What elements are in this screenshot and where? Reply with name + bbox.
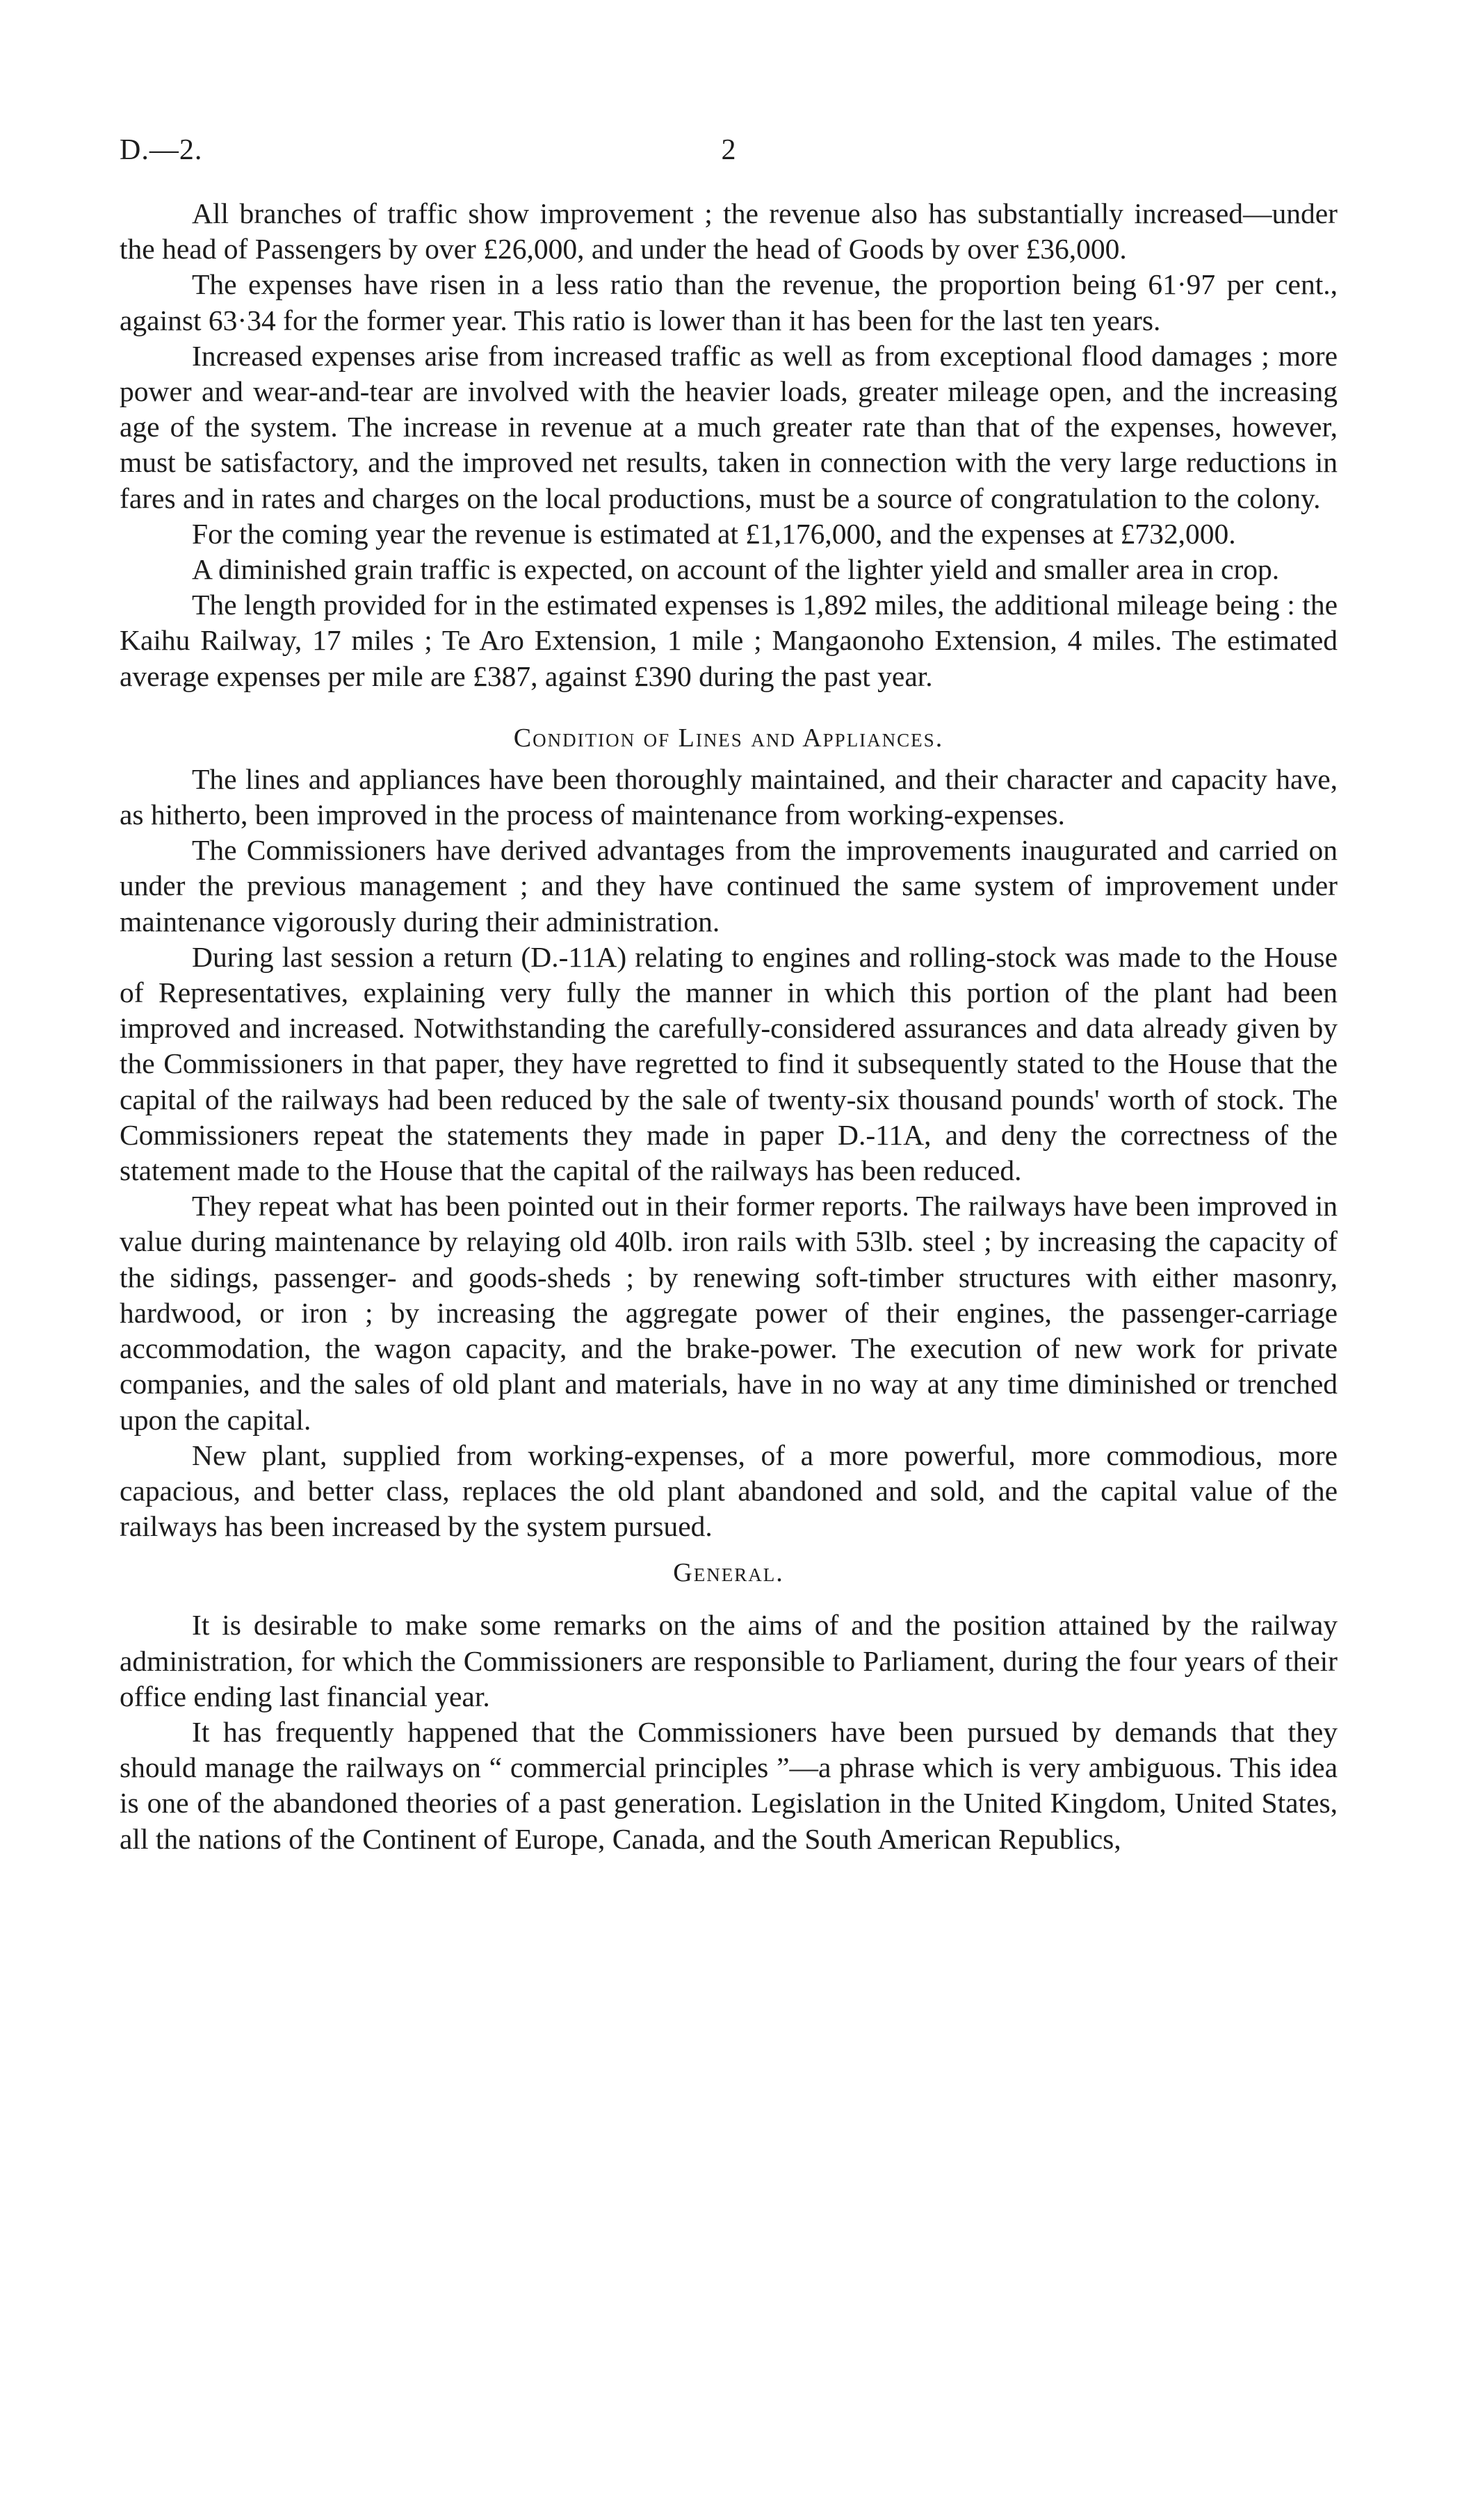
paragraph: They repeat what has been pointed out in their former reports. The railways have been improved in value during maintenance by relaying old 40lb. iron rails with 53lb. steel ; by increasing the capacity of the sidings, passenger- and goods-sheds ; by renewing soft-timber structures with either masonry, hardwood, or iron ; by increasing the aggregate power of their engines, the passenger-carriage accommodation, the wagon capacity, and the brake-power. The execution of new work for private companies, and the sales of old plant and materials, have in no way at any time diminished or trenched upon the capital.: [120, 1190, 1338, 1436]
paragraph: The length provided for in the estimated expenses is 1,892 miles, the additional mileage being : the Kaihu Railway, 17 miles ; Te Aro Extension, 1 mile ; Mangaonoho Extension, 4 miles. The estimated average expenses per mile are £387, against £390 during the past year.: [120, 589, 1338, 692]
page-number: 2: [721, 134, 736, 166]
section-heading-condition: Condition of Lines and Appliances.: [513, 723, 944, 753]
paragraph: For the coming year the revenue is estimated at £1,176,000, and the expenses at £732,000.: [192, 517, 1236, 550]
paragraph: Increased expenses arise from increased traffic as well as from exceptional flood damages ; more power and wear-and-tear are involved with the heavier loads, greater mileage open, and the increasing age of the system. The increase in revenue at a much greater rate than that of the expenses, however, must be satisfactory, and the improved net results, taken in connection with the very large reductions in fares and in rates and charges on the local productions, must be a source of congratulation to the colony.: [120, 339, 1338, 514]
paragraph: The lines and appliances have been thoroughly maintained, and their character and capacity have, as hitherto, been improved in the process of maintenance from working-expenses.: [120, 762, 1338, 831]
document-reference: D.—2.: [120, 134, 203, 166]
page-header: [120, 133, 1338, 175]
document-body: [120, 196, 1338, 1857]
paragraph: New plant, supplied from working-expenses, of a more powerful, more commodious, more capacious, and better class, replaces the old plant abandoned and sold, and the capital value of the railways has been increased by the system pursued.: [120, 1439, 1338, 1543]
paragraph: All branches of traffic show improvement ; the revenue also has substantially increased—under the head of Passengers by over £26,000, and under the head of Goods by over £36,000.: [120, 197, 1338, 265]
paragraph: During last session a return (D.-11A) relating to engines and rolling-stock was made to the House of Representatives, explaining very fully the manner in which this portion of the plant had been improved and increased. Notwithstanding the carefully-considered assurances and data already given by the Commissioners in that paper, they have regretted to find it subsequently stated to the House that the capital of the railways had been reduced by the sale of twenty-six thousand pounds' worth of stock. The Commissioners repeat the statements they made in paper D.-11A, and deny the correctness of the statement made to the House that the capital of the railways has been reduced.: [120, 940, 1338, 1187]
paragraph: It has frequently happened that the Commissioners have been pursued by demands that they should manage the railways on “ commercial principles ”—a phrase which is very ambiguous. This idea is one of the abandoned theories of a past generation. Legislation in the United Kingdom, United States, all the nations of the Continent of Europe, Canada, and the South American Republics,: [120, 1715, 1338, 1855]
section-heading-general: General.: [673, 1558, 784, 1588]
paragraph: The Commissioners have derived advantages from the improvements inaugurated and carried on under the previous management ; and they have continued the same system of improvement under maintenance vigorously during their administration.: [120, 834, 1338, 938]
paragraph: The expenses have risen in a less ratio than the revenue, the proportion being 61·97 per cent., against 63·34 for the former year. This ratio is lower than it has been for the last ten years.: [120, 268, 1338, 336]
paragraph: It is desirable to make some remarks on the aims of and the position attained by the railway administration, for which the Commissioners are responsible to Parliament, during the four years of their office ending last financial year.: [120, 1609, 1338, 1712]
paragraph: A diminished grain traffic is expected, on account of the lighter yield and smaller area in crop.: [192, 553, 1280, 586]
